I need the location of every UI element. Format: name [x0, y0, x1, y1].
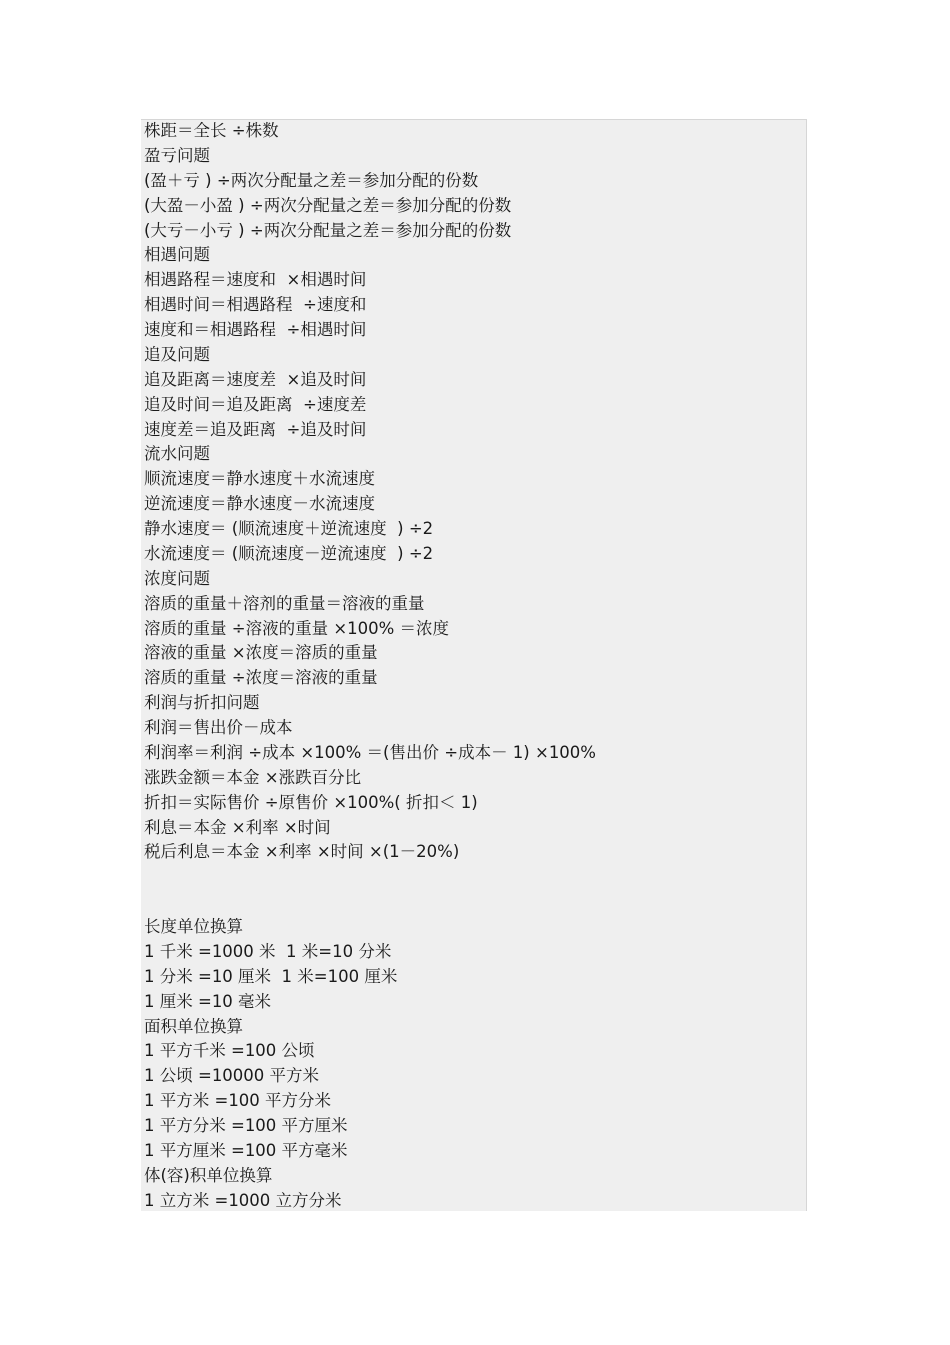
- formula-line: 顺流速度＝静水速度＋水流速度: [144, 469, 375, 489]
- formula-line: 1 平方分米 =100 平方厘米: [144, 1116, 348, 1135]
- formula-line: 利息＝本金 ×利率 ×时间: [144, 817, 331, 837]
- formula-panel: [141, 119, 807, 1211]
- formula-line: 静水速度＝ (顺流速度＋逆流速度 ) ÷2: [144, 519, 434, 538]
- formula-line: 相遇路程＝速度和 ×相遇时间: [144, 270, 367, 290]
- formula-line: 溶质的重量 ÷溶液的重量 ×100% ＝浓度: [144, 618, 450, 638]
- formula-line: 1 公顷 =10000 平方米: [144, 1066, 320, 1086]
- formula-line: 溶液的重量 ×浓度＝溶质的重量: [144, 643, 378, 663]
- formula-line: 税后利息＝本金 ×利率 ×时间 ×(1－20%): [144, 842, 460, 862]
- formula-line: 追及时间＝追及距离 ÷速度差: [144, 394, 367, 414]
- formula-line: 逆流速度＝静水速度－水流速度: [144, 494, 375, 514]
- formula-line: 水流速度＝ (顺流速度－逆流速度 ) ÷2: [144, 543, 434, 563]
- formula-line: [144, 865, 596, 890]
- formula-line: 长度单位换算: [144, 917, 243, 936]
- formula-line: 流水问题: [144, 444, 210, 464]
- formula-line: (盈＋亏 ) ÷两次分配量之差＝参加分配的份数: [144, 170, 479, 190]
- formula-line: [144, 890, 596, 915]
- formula-line: 浓度问题: [144, 568, 210, 588]
- formula-line: 面积单位换算: [144, 1016, 243, 1036]
- formula-line: 1 厘米 =10 毫米: [144, 991, 272, 1011]
- formula-line: 盈亏问题: [144, 145, 210, 165]
- formula-line: 追及问题: [144, 344, 210, 364]
- formula-line: 1 立方米 =1000 立方分米: [144, 1190, 342, 1210]
- formula-line: 利润＝售出价－成本: [144, 718, 293, 737]
- formula-line: (大亏－小亏 ) ÷两次分配量之差＝参加分配的份数: [144, 220, 512, 240]
- formula-line: 速度和＝相遇路程 ÷相遇时间: [144, 320, 367, 339]
- formula-line: 1 平方米 =100 平方分米: [144, 1091, 332, 1111]
- formula-line: 速度差＝追及距离 ÷追及时间: [144, 419, 367, 439]
- formula-line: 株距＝全长 ÷株数: [144, 121, 279, 140]
- formula-line: 溶质的重量＋溶剂的重量＝溶液的重量: [144, 593, 425, 613]
- formula-line: 1 平方千米 =100 公顷: [144, 1041, 315, 1061]
- formula-line: 涨跌金额＝本金 ×涨跌百分比: [144, 767, 362, 787]
- formula-line: 追及距离＝速度差 ×追及时间: [144, 369, 367, 389]
- formula-line: 1 千米 =1000 米 1 米=10 分米: [144, 941, 392, 961]
- formula-line: 1 平方厘米 =100 平方毫米: [144, 1140, 348, 1160]
- formula-line: 利润率＝利润 ÷成本 ×100% ＝(售出价 ÷成本－ 1) ×100%: [144, 742, 596, 762]
- formula-line: 相遇问题: [144, 245, 210, 265]
- formula-line: 折扣＝实际售价 ÷原售价 ×100%( 折扣＜ 1): [144, 792, 478, 812]
- formula-line: (大盈－小盈 ) ÷两次分配量之差＝参加分配的份数: [144, 195, 512, 215]
- formula-line: 相遇时间＝相遇路程 ÷速度和: [144, 295, 367, 315]
- formula-line: 溶质的重量 ÷浓度＝溶液的重量: [144, 668, 378, 688]
- formula-line: 1 分米 =10 厘米 1 米=100 厘米: [144, 966, 398, 986]
- formula-list: [144, 119, 596, 1211]
- formula-line: 体(容)积单位换算: [144, 1165, 273, 1185]
- formula-line: 利润与折扣问题: [144, 693, 260, 713]
